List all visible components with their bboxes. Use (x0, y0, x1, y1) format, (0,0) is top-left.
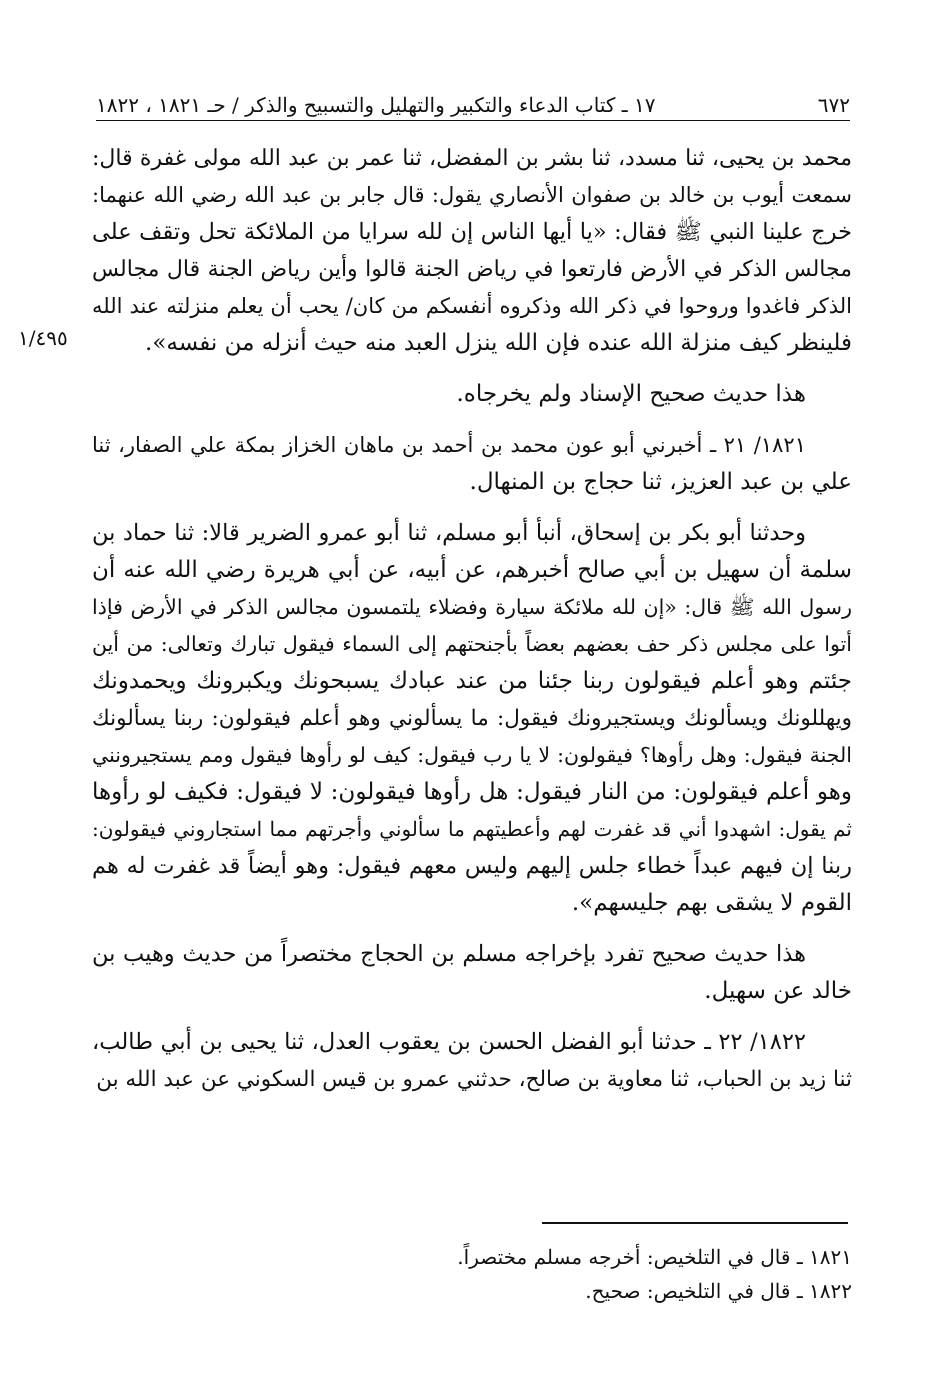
text-line: خالد عن سهيل. (704, 978, 852, 1004)
text-line: ١٨٢١/ ٢١ ـ أخبرني أبو عون محمد بن أحمد بن ماهان الخزاز بمكة علي الصفار، ثنا (92, 433, 806, 457)
margin-reference: ١/٤٩٥ (18, 326, 68, 350)
paragraph (92, 140, 852, 362)
footnote-1822: ١٨٢٢ ـ قال في التلخيص: صحيح. (585, 1279, 852, 1303)
main-text (92, 140, 852, 1112)
text-line: هذا حديث صحيح الإسناد ولم يخرجاه. (456, 381, 806, 407)
text-line: جئتم وهو أعلم فيقولون ربنا جئنا من عند عبادك يسبحونك ويكبرونك ويحمدونك (92, 668, 852, 694)
paragraph (92, 515, 852, 922)
text-line: الذكر فاغدوا وروحوا في ذكر الله وذكروه أنفسكم من كان/ يحب أن يعلم منزلته عند الله (92, 294, 852, 318)
footnote-1821: ١٨٢١ ـ قال في التلخيص: أخرجه مسلم مختصراً. (457, 1245, 852, 1269)
text-line: رسول الله ﷺ قال: «إن لله ملائكة سيارة وفضلاء يلتمسون مجالس الذكر في الأرض فإذا (92, 595, 852, 619)
text-line: ويهللونك ويسألونك ويستجيرونك فيقول: ما يسألوني وهو أعلم فيقولون: ربنا يسألونك (92, 706, 852, 731)
footnote-separator (542, 1222, 848, 1224)
text-line: الجنة فيقول: وهل رأوها؟ فيقولون: لا يا رب فيقول: كيف لو رأوها فيقول ومم يستجيرونني (92, 743, 852, 767)
text-line: ثم يقول: اشهدوا أني قد غفرت لهم وأعطيتهم ما سألوني وأجرتهم مما استجاروني فيقولون: (92, 817, 852, 841)
text-line: سمعت أيوب بن خالد بن صفوان الأنصاري يقول: قال جابر بن عبد الله رضي الله عنهما: (92, 183, 852, 207)
footnotes (92, 1240, 852, 1308)
text-line: هذا حديث صحيح تفرد بإخراجه مسلم بن الحجاج مختصراً من حديث وهيب بن (92, 941, 806, 967)
text-line: ١٨٢٢/ ٢٢ ـ حدثنا أبو الفضل الحسن بن يعقوب العدل، ثنا يحيى بن أبي طالب، (92, 1029, 806, 1055)
running-title: ١٧ ـ كتاب الدعاء والتكبير والتهليل والتسبيح والذكر / حـ ١٨٢١ ، ١٨٢٢ (96, 93, 656, 117)
text-line: محمد بن يحيى، ثنا مسدد، ثنا بشر بن المفضل، ثنا عمر بن عبد الله مولى غفرة قال: (92, 146, 852, 171)
text-line: علي بن عبد العزيز، ثنا حجاج بن المنهال. (469, 469, 852, 495)
text-line: ثنا زيد بن الحباب، ثنا معاوية بن صالح، حدثني عمرو بن قيس السكوني عن عبد الله بن (96, 1067, 852, 1092)
paragraph (92, 376, 852, 413)
text-line: وهو أعلم فيقولون: من النار فيقول: هل رأوها فيقولون: لا فيقول: فكيف لو رأوها (92, 779, 852, 805)
text-line: ربنا إن فيهم عبداً خطاء جلس إليهم وليس معهم فيقول: وهو أيضاً قد غفرت له هم (92, 853, 852, 879)
text-line: القوم لا يشقى بهم جليسهم». (571, 890, 852, 916)
text-line: سلمة أن سهيل بن أبي صالح أخبرهم، عن أبيه، عن أبي هريرة رضي الله عنه أن (92, 557, 852, 583)
text-line: مجالس الذكر في الأرض فارتعوا في رياض الجنة قالوا وأين رياض الجنة قال مجالس (92, 257, 852, 282)
page-number: ٦٧٢ (817, 93, 850, 117)
paragraph (92, 427, 852, 501)
text-line: فلينظر كيف منزلة الله عنده فإن الله ينزل العبد منه حيث أنزله من نفسه». (145, 330, 852, 356)
text-line: أتوا على مجلس ذكر حف بعضهم بعضاً بأجنحتهم إلى السماء فيقول تبارك وتعالى: من أين (92, 632, 852, 656)
running-header (96, 86, 850, 121)
text-line: وحدثنا أبو بكر بن إسحاق، أنبأ أبو مسلم، ثنا أبو عمرو الضرير قالا: ثنا حماد بن (92, 520, 806, 546)
text-line: خرج علينا النبي ﷺ فقال: «يا أيها الناس إن لله سرايا من الملائكة تحل وتقف على (92, 219, 852, 245)
paragraph (92, 936, 852, 1010)
paragraph (92, 1024, 852, 1098)
